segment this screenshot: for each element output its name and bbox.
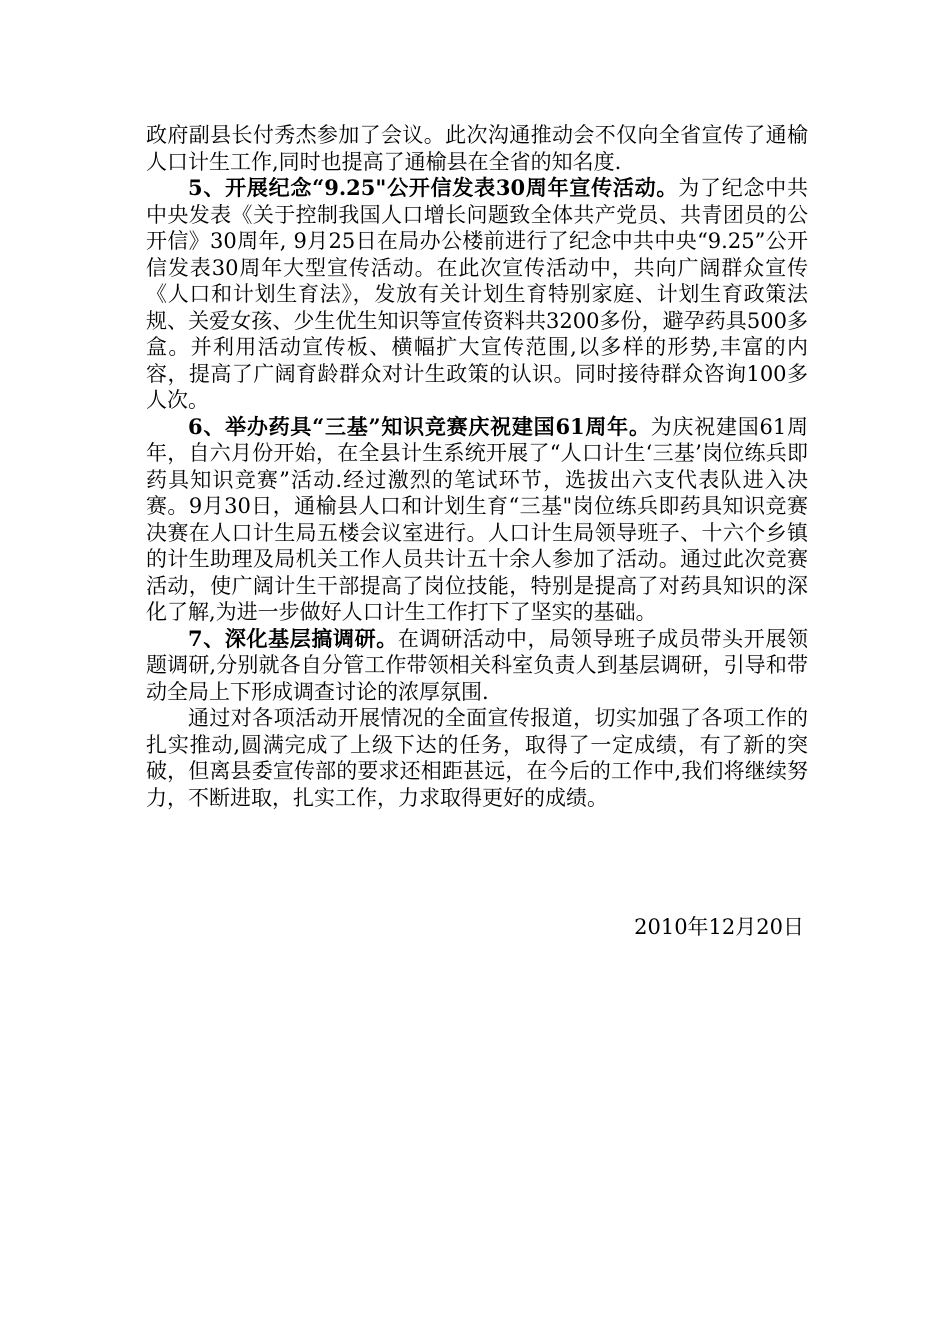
- paragraph-heading: 6、举办药具“三基”知识竞赛庆祝建国61周年。: [188, 413, 651, 439]
- document-body: [146, 122, 808, 811]
- paragraph-item-6: [146, 414, 808, 626]
- paragraph-heading: 5、开展纪念“9.25"公开信发表30周年宣传活动。: [188, 175, 679, 200]
- paragraph-heading: 7、深化基层搞调研。: [188, 625, 398, 651]
- paragraph-item-7: [146, 626, 808, 706]
- paragraph-conclusion: [146, 705, 808, 811]
- paragraph-body: 为了纪念中共中央发表《关于控制我国人口增长问题致全体共产党员、共青团员的公开信》30周年, 9月25日在局办公楼前进行了纪念中共中央“9.25”公开信发表30周年大型宣传活动。在此次宣传活动中，共向广阔群众宣传《人口和计划生育法》，发放有关计划生育特别家庭、计划生育政策法规、关爱女孩、少生优生知识等宣传资料共3200多份，避孕药具500多盒。并利用活动宣传板、横幅扩大宣传范围,以多样的形势,丰富的内容，提高了广阔育龄群众对计生政策的认识。同时接待群众咨询100多人次。: [146, 176, 808, 412]
- paragraph-body: 通过对各项活动开展情况的全面宣传报道，切实加强了各项工作的扎实推动,圆满完成了上级下达的任务，取得了一定成绩，有了新的突破，但离县委宣传部的要求还相距甚远，在今后的工作中,我们将继续努力，不断进取，扎实工作，力求取得更好的成绩。: [146, 706, 808, 810]
- paragraph-body: 在调研活动中，局领导班子成员带头开展领题调研,分别就各自分管工作带领相关科室负责人到基层调研，引导和带动全局上下形成调查讨论的浓厚氛围.: [146, 626, 808, 704]
- paragraph-item-5: [146, 175, 808, 414]
- paragraph-body: 政府副县长付秀杰参加了会议。此次沟通推动会不仅向全省宣传了通榆人口计生工作,同时也提高了通榆县在全省的知名度.: [146, 123, 808, 174]
- paragraph-continuation: [146, 122, 808, 175]
- document-date: 2010年12月20日: [634, 915, 804, 939]
- paragraph-body: 为庆祝建国61周年，自六月份开始，在全县计生系统开展了“人口计生‘三基’岗位练兵即药具知识竞赛”活动.经过激烈的笔试环节，选拔出六支代表队进入决赛。9月30日，通榆县人口和计划生育“三基"岗位练兵即药具知识竞赛决赛在人口计生局五楼会议室进行。人口计生局领导班子、十六个乡镇的计生助理及局机关工作人员共计五十余人参加了活动。通过此次竞赛活动，使广阔计生干部提高了岗位技能，特别是提高了对药具知识的深化了解,为进一步做好人口计生工作打下了坚实的基础。: [146, 414, 808, 624]
